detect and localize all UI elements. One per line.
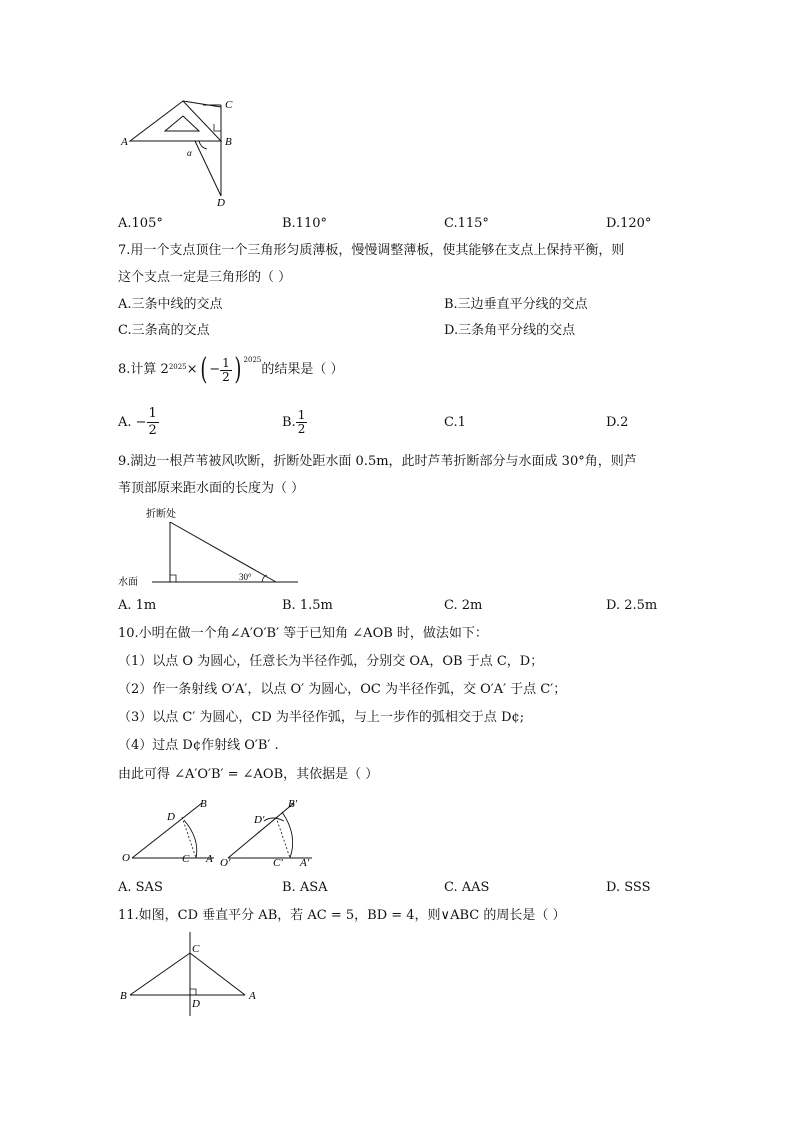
label-a: A bbox=[249, 990, 256, 1002]
q8-numerator: 1 bbox=[222, 355, 230, 370]
q8-option-a-fraction bbox=[147, 406, 159, 439]
q8-denominator: 2 bbox=[222, 369, 230, 384]
fig2-label-c: C′ bbox=[273, 857, 283, 869]
q8-option-a[interactable] bbox=[118, 406, 159, 439]
q7-option-d[interactable]: D.三条角平分线的交点 bbox=[444, 323, 576, 338]
q6-option-c[interactable]: C.115° bbox=[444, 216, 489, 231]
q9-option-b[interactable]: B. 1.5m bbox=[282, 598, 333, 613]
q8-option-b-fraction bbox=[296, 409, 308, 436]
set-square-2 bbox=[195, 141, 221, 196]
q10-option-d[interactable]: D. SSS bbox=[606, 880, 651, 895]
q8-exp2: 2025 bbox=[243, 356, 262, 364]
label-angle-30: 30° bbox=[239, 572, 252, 582]
q6-option-a[interactable]: A.105° bbox=[118, 216, 163, 231]
q9-figure bbox=[116, 505, 306, 590]
q10-conclusion: 由此可得 ∠A′O′B′ = ∠AOB，其依据是（ ） bbox=[118, 767, 379, 782]
label-b: B bbox=[225, 136, 232, 148]
q8-option-d[interactable]: D.2 bbox=[606, 415, 629, 430]
q6-figure bbox=[115, 92, 245, 212]
q7-option-c[interactable]: C.三条高的交点 bbox=[118, 323, 210, 338]
q10-option-b[interactable]: B. ASA bbox=[282, 880, 328, 895]
q10-option-a[interactable]: A. SAS bbox=[118, 880, 163, 895]
fig2-label-o: O′ bbox=[220, 857, 231, 869]
q8-minus: − bbox=[209, 362, 221, 377]
label-alpha: α bbox=[187, 148, 192, 158]
q10-option-c[interactable]: C. AAS bbox=[444, 880, 490, 895]
q7-option-b[interactable]: B.三边垂直平分线的交点 bbox=[444, 297, 588, 312]
fig2-label-b: B′ bbox=[288, 798, 298, 810]
label-a: A bbox=[121, 136, 128, 148]
q8-paren-right: ) bbox=[234, 352, 242, 387]
reed-broken-part bbox=[170, 522, 276, 582]
label-b: B bbox=[120, 990, 127, 1002]
q8-option-a-den: 2 bbox=[148, 423, 157, 438]
q9-stem-line2: 苇顶部原来距水面的长度为（ ） bbox=[118, 481, 305, 496]
segment-ac bbox=[190, 953, 245, 995]
q10-figure bbox=[118, 795, 328, 870]
q8-option-c[interactable]: C.1 bbox=[444, 415, 466, 430]
q9-option-a[interactable]: A. 1m bbox=[118, 598, 157, 613]
fig2-label-d: D′ bbox=[254, 814, 265, 826]
set-square-inner bbox=[165, 116, 199, 131]
label-break-point: 折断处 bbox=[146, 509, 176, 520]
q6-option-b[interactable]: B.110° bbox=[282, 216, 327, 231]
q9-stem-line1: 9.湖边一根芦苇被风吹断，折断处距水面 0.5m，此时芦苇折断部分与水面成 30°角，则芦 bbox=[118, 454, 637, 469]
fig1-label-d: D bbox=[167, 811, 175, 823]
fig1-label-o: O bbox=[122, 852, 130, 864]
fig1-label-a: A bbox=[206, 853, 213, 865]
q8-option-b-prefix: B. bbox=[282, 414, 296, 430]
q8-option-a-prefix: A. − bbox=[118, 414, 147, 430]
q7-stem-line2: 这个支点一定是三角形的（ ） bbox=[118, 270, 292, 285]
q8-option-b-num: 1 bbox=[297, 408, 306, 422]
q8-suffix: 的结果是（ ） bbox=[261, 362, 344, 377]
q11-stem: 11.如图，CD 垂直平分 AB，若 AC = 5，BD = 4，则∨ABC 的周长是（ ） bbox=[118, 908, 566, 923]
label-c: C bbox=[192, 943, 200, 955]
q6-option-d[interactable]: D.120° bbox=[606, 216, 652, 231]
q9-option-d[interactable]: D. 2.5m bbox=[606, 598, 658, 613]
q8-fraction bbox=[220, 357, 232, 384]
q8-exp1: 2025 bbox=[168, 363, 187, 371]
q10-step-4: （4）过点 D¢作射线 O′B′ . bbox=[118, 738, 279, 753]
fig2-label-a: A′ bbox=[300, 857, 310, 869]
fig1-label-b: B bbox=[200, 798, 207, 810]
segment-bc bbox=[130, 953, 190, 995]
label-d: D bbox=[217, 197, 225, 209]
q7-option-a[interactable]: A.三条中线的交点 bbox=[118, 297, 223, 312]
q11-figure bbox=[118, 928, 268, 1020]
label-d: D bbox=[192, 998, 200, 1010]
q8-stem bbox=[118, 352, 344, 388]
set-square-outer bbox=[130, 101, 221, 141]
q10-stem: 10.小明在做一个角∠A′O′B′ 等于已知角 ∠AOB 时，做法如下： bbox=[118, 626, 488, 641]
fig1-label-c: C bbox=[182, 853, 190, 865]
arc-c2d2 bbox=[282, 812, 293, 858]
q10-step-1: （1）以点 O 为圆心，任意长为半径作弧，分别交 OA，OB 于点 C，D； bbox=[118, 654, 544, 669]
q7-stem-line1: 7.用一个支点顶住一个三角形匀质薄板，慢慢调整薄板，使其能够在支点上保持平衡，则 bbox=[118, 243, 625, 258]
label-water: 水面 bbox=[118, 577, 138, 588]
q9-option-c[interactable]: C. 2m bbox=[444, 598, 483, 613]
ray-o2b2 bbox=[228, 803, 294, 858]
q10-step-3: （3）以点 C′ 为圆心，CD 为半径作弧，与上一步作的弧相交于点 D¢; bbox=[118, 710, 525, 725]
label-c: C bbox=[225, 99, 233, 111]
q8-option-a-num: 1 bbox=[148, 406, 157, 421]
q8-prefix: 8.计算 2 bbox=[118, 362, 169, 377]
q8-option-b-den: 2 bbox=[297, 422, 306, 436]
q8-option-b[interactable] bbox=[282, 409, 307, 436]
q8-times: × bbox=[186, 362, 198, 377]
q10-step-2: （2）作一条射线 O′A′，以点 O′ 为圆心，OC 为半径作弧，交 O′A′ 于点 C′； bbox=[118, 682, 567, 697]
q8-paren-left: ( bbox=[199, 352, 207, 387]
